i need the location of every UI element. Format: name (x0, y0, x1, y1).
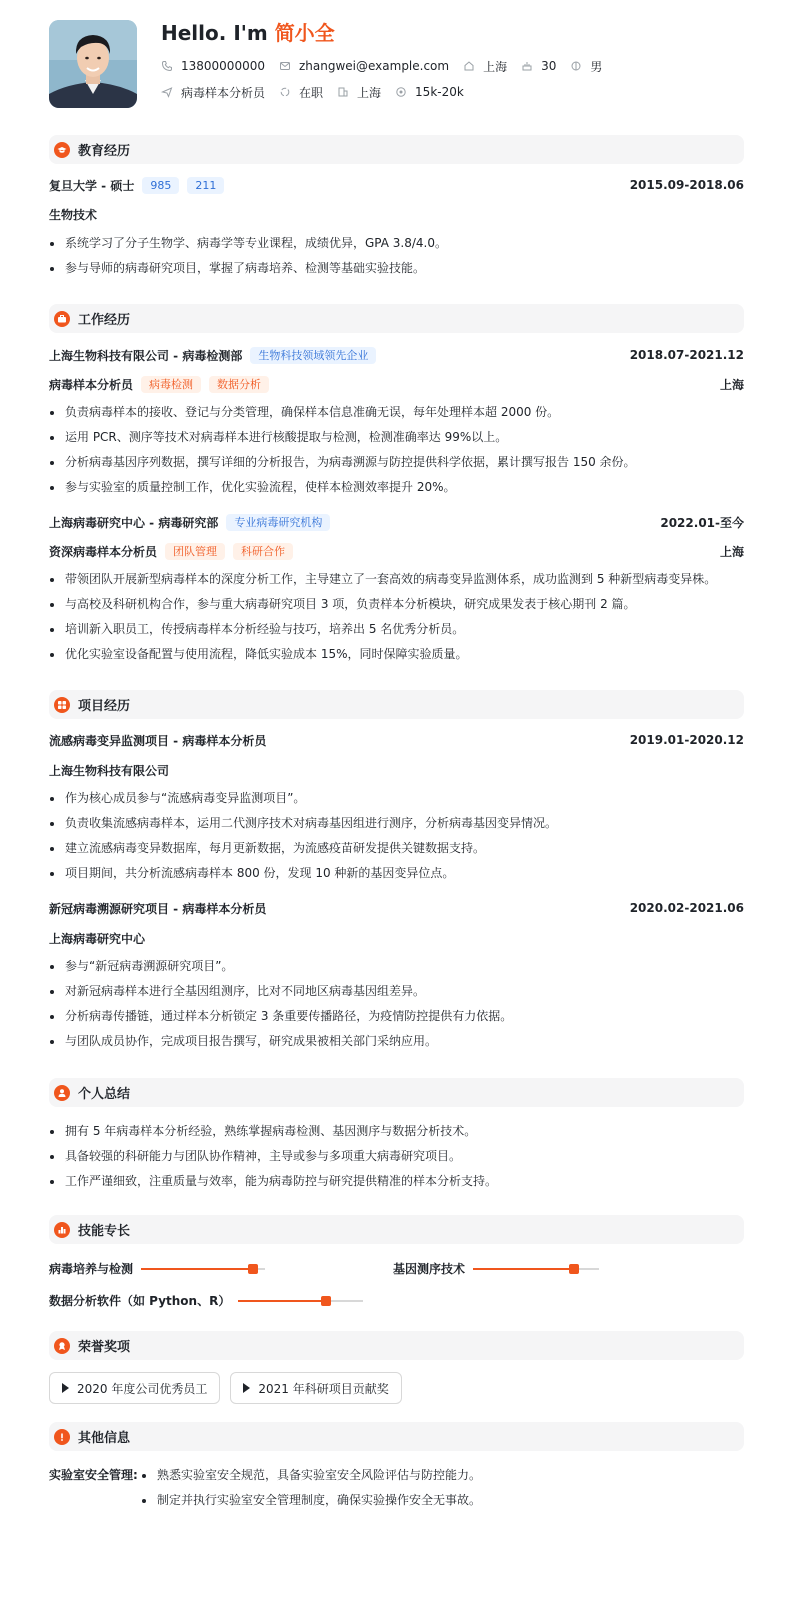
list-item: 分析病毒传播链，通过样本分析锁定 3 条重要传播路径，为疫情防控提供有力依据。 (49, 1004, 744, 1029)
work-bullets (49, 400, 744, 500)
list-item: 负责收集流感病毒样本，运用二代测序技术对病毒基因组进行测序，分析病毒基因变异情况。 (49, 811, 744, 836)
skills-list (49, 1244, 744, 1314)
skill-level-bar (141, 1268, 265, 1270)
skill-name: 病毒培养与检测 (49, 1262, 134, 1276)
skill-item (49, 1292, 363, 1309)
user-icon (54, 1085, 70, 1101)
list-item: 参与“新冠病毒溯源研究项目”。 (49, 954, 744, 979)
skill-level-knob (248, 1264, 258, 1274)
other-section-header (49, 1422, 744, 1451)
work-entry (49, 345, 744, 500)
summary-bullets (49, 1119, 744, 1194)
project-entry (49, 898, 744, 1054)
gender-text: 男 (590, 59, 603, 74)
job-row (161, 84, 616, 100)
project-entry (49, 730, 744, 886)
list-item: 分析病毒基因序列数据，撰写详细的分析报告，为病毒溯源与防控提供科学依据，累计撰写报告 150 余份。 (49, 450, 744, 475)
skill-level-knob (321, 1296, 331, 1306)
list-item: 建立流感病毒变异数据库，每月更新数据，为流感疫苗研发提供关键数据支持。 (49, 836, 744, 861)
skill-level-knob (569, 1264, 579, 1274)
header-info (161, 20, 616, 115)
skill-item (49, 1260, 265, 1277)
list-item: 带领团队开展新型病毒样本的深度分析工作，主导建立了一套高效的病毒变异监测体系，成功监测到 5 种新型病毒变异株。 (49, 567, 744, 592)
honor-text: 2021 年科研项目贡献奖 (258, 1381, 389, 1396)
list-item: 项目期间，共分析流感病毒样本 800 份，发现 10 种新的基因变异位点。 (49, 861, 744, 886)
send-icon (161, 86, 173, 98)
info-icon (54, 1429, 70, 1445)
skill-level-fill (141, 1268, 253, 1270)
project-org: 上海生物科技有限公司 (49, 763, 170, 778)
status-text: 在职 (299, 85, 324, 100)
phone-item (161, 59, 265, 73)
skill-level-bar (238, 1300, 363, 1302)
list-item: 工作严谨细致，注重质量与效率，能为病毒防控与研究提供精准的样本分析支持。 (49, 1169, 744, 1194)
school-tag: 985 (142, 177, 179, 194)
section-title: 工作经历 (78, 313, 131, 328)
status-item (279, 84, 323, 101)
location-item (463, 58, 507, 75)
candidate-name: 简小全 (274, 21, 335, 45)
list-item: 系统学习了分子生物学、病毒学等专业课程，成绩优异，GPA 3.8/4.0。 (49, 231, 744, 256)
play-triangle-icon (243, 1383, 250, 1393)
project-date: 2019.01-2020.12 (629, 733, 744, 747)
list-item: 作为核心成员参与“流感病毒变异监测项目”。 (49, 786, 744, 811)
avatar (49, 20, 137, 108)
honor-item (230, 1372, 401, 1404)
briefcase-icon (54, 311, 70, 327)
greeting-prefix: Hello. I'm (161, 21, 275, 45)
list-item: 培训新入职员工，传授病毒样本分析经验与技巧，培养出 5 名优秀分析员。 (49, 617, 744, 642)
list-item: 制定并执行实验室安全管理制度，确保实验操作安全无事故。 (141, 1488, 481, 1513)
role-name: 病毒样本分析员 (49, 377, 134, 392)
gender-icon (570, 60, 582, 72)
section-title: 其他信息 (78, 1431, 131, 1446)
mail-icon (279, 60, 291, 72)
work-location: 上海 (719, 544, 744, 559)
list-item: 与高校及科研机构合作，参与重大病毒研究项目 3 项，负责样本分析模块，研究成果发表于核心期刊 2 篇。 (49, 592, 744, 617)
phone-text: 13800000000 (181, 59, 265, 73)
project-org-row (49, 760, 744, 780)
education-row (49, 175, 744, 195)
skill-name: 基因测序技术 (393, 1262, 466, 1276)
award-icon (54, 1338, 70, 1354)
skill-name: 数据分析软件（如 Python、R） (49, 1294, 231, 1308)
project-org-row (49, 928, 744, 948)
location-text: 上海 (483, 59, 508, 74)
role-name: 资深病毒样本分析员 (49, 544, 158, 559)
work-date: 2022.01-至今 (660, 515, 744, 530)
honor-text: 2020 年度公司优秀员工 (77, 1381, 208, 1396)
school-name: 复旦大学 - 硕士 (49, 178, 135, 193)
city-text: 上海 (357, 85, 382, 100)
section-title: 项目经历 (78, 699, 131, 714)
section-title: 教育经历 (78, 144, 131, 159)
salary-icon (395, 86, 407, 98)
skill-level-fill (238, 1300, 326, 1302)
education-entry (49, 175, 744, 281)
graduation-cap-icon (54, 142, 70, 158)
skills-section-header (49, 1215, 744, 1244)
role-row (49, 541, 744, 561)
building-icon (337, 86, 349, 98)
home-icon (463, 60, 475, 72)
role-tag: 科研合作 (233, 543, 293, 560)
other-label: 实验室安全管理: (49, 1468, 138, 1482)
list-item: 拥有 5 年病毒样本分析经验，熟练掌握病毒检测、基因测序与数据分析技术。 (49, 1119, 744, 1144)
other-info (49, 1463, 744, 1513)
position-item (161, 84, 265, 101)
contact-row (161, 58, 616, 74)
project-row (49, 730, 744, 750)
skill-item (393, 1260, 599, 1277)
work-entry (49, 512, 744, 667)
resume-header (49, 20, 744, 115)
project-title: 流感病毒变异监测项目 - 病毒样本分析员 (49, 733, 267, 748)
project-title: 新冠病毒溯源研究项目 - 病毒样本分析员 (49, 901, 267, 916)
list-item: 熟悉实验室安全规范，具备实验室安全风险评估与防控能力。 (141, 1463, 481, 1488)
project-date: 2020.02-2021.06 (629, 901, 744, 915)
list-item: 对新冠病毒样本进行全基因组测序，比对不同地区病毒基因组差异。 (49, 979, 744, 1004)
company-name: 上海病毒研究中心 - 病毒研究部 (49, 515, 219, 530)
company-tag: 生物科技领域领先企业 (250, 347, 376, 364)
list-item: 优化实验室设备配置与使用流程，降低实验成本 15%，同时保障实验质量。 (49, 642, 744, 667)
major-name: 生物技术 (49, 207, 98, 222)
major-row (49, 204, 744, 224)
project-row (49, 898, 744, 918)
project-bullets (49, 786, 744, 886)
email-text: zhangwei@example.com (298, 59, 450, 73)
salary-item (395, 85, 464, 99)
company-tag: 专业病毒研究机构 (226, 514, 330, 531)
education-bullets (49, 231, 744, 281)
summary-section-header (49, 1078, 744, 1107)
work-bullets (49, 567, 744, 667)
gender-item (570, 58, 602, 75)
skill-level-bar (473, 1268, 599, 1270)
list-item: 运用 PCR、测序等技术对病毒样本进行核酸提取与检测，检测准确率达 99%以上。 (49, 425, 744, 450)
greeting-title (161, 20, 616, 46)
other-bullets (141, 1463, 481, 1513)
projects-section-header (49, 690, 744, 719)
honors-section-header (49, 1331, 744, 1360)
list-item: 具备较强的科研能力与团队协作精神，主导或参与多项重大病毒研究项目。 (49, 1144, 744, 1169)
bar-chart-icon (54, 1222, 70, 1238)
honors-list (49, 1372, 744, 1404)
section-title: 个人总结 (78, 1087, 131, 1102)
section-title: 荣誉奖项 (78, 1340, 131, 1355)
work-location: 上海 (719, 377, 744, 392)
role-tag: 病毒检测 (141, 376, 201, 393)
role-row (49, 374, 744, 394)
project-bullets (49, 954, 744, 1054)
list-item: 负责病毒样本的接收、登记与分类管理，确保样本信息准确无误，每年处理样本超 2000 份。 (49, 400, 744, 425)
grid-icon (54, 697, 70, 713)
city-item (337, 84, 381, 101)
cake-icon (521, 60, 533, 72)
email-item (279, 59, 449, 73)
education-section-header (49, 135, 744, 164)
position-text: 病毒样本分析员 (181, 85, 266, 100)
phone-icon (161, 60, 173, 72)
project-org: 上海病毒研究中心 (49, 931, 146, 946)
role-tag: 团队管理 (165, 543, 225, 560)
section-title: 技能专长 (78, 1224, 131, 1239)
education-date: 2015.09-2018.06 (629, 178, 744, 192)
play-triangle-icon (62, 1383, 69, 1393)
company-row (49, 345, 744, 365)
skill-level-fill (473, 1268, 574, 1270)
work-date: 2018.07-2021.12 (629, 348, 744, 362)
salary-text: 15k-20k (415, 85, 464, 99)
list-item: 参与导师的病毒研究项目，掌握了病毒培养、检测等基础实验技能。 (49, 256, 744, 281)
age-text: 30 (541, 59, 557, 73)
age-item (521, 59, 556, 73)
list-item: 与团队成员协作，完成项目报告撰写，研究成果被相关部门采纳应用。 (49, 1029, 744, 1054)
work-section-header (49, 304, 744, 333)
company-row (49, 512, 744, 532)
honor-item (49, 1372, 220, 1404)
avatar-photo (49, 20, 137, 108)
company-name: 上海生物科技有限公司 - 病毒检测部 (49, 348, 243, 363)
list-item: 参与实验室的质量控制工作，优化实验流程，使样本检测效率提升 20%。 (49, 475, 744, 500)
school-tag: 211 (187, 177, 224, 194)
sync-icon (279, 86, 291, 98)
role-tag: 数据分析 (209, 376, 269, 393)
